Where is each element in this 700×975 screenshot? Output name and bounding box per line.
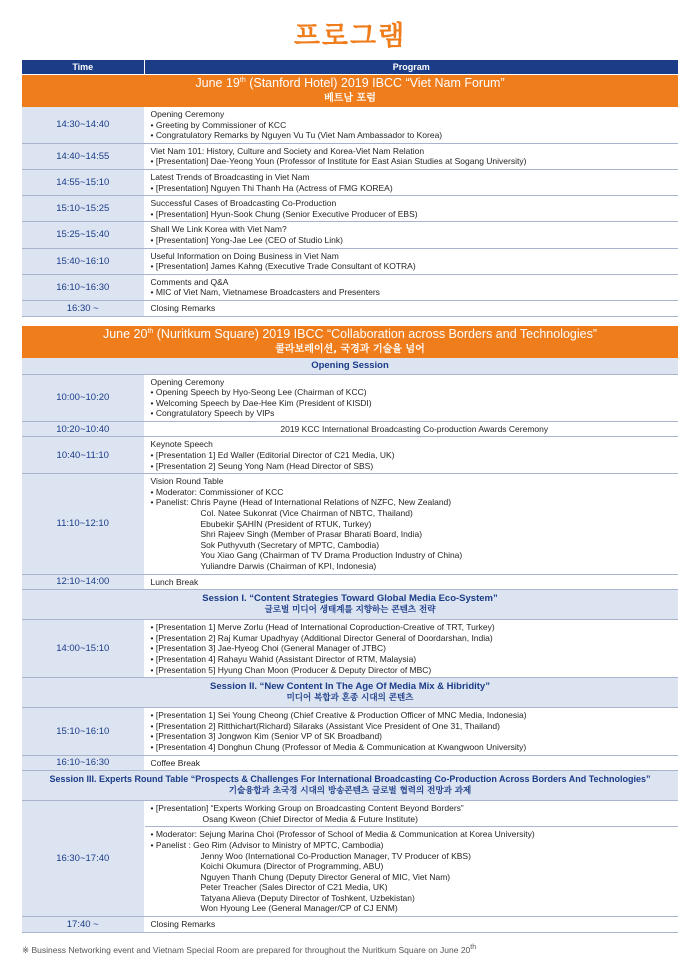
program-line: • Greeting by Commissioner of KCC xyxy=(150,119,287,130)
program-line: • Moderator: Sejung Marina Choi (Professor of School of Media & Communication at Korea University) xyxy=(150,829,535,840)
session-1-title: Session I. “Content Strategies Toward Global Media Eco-System” xyxy=(202,593,498,605)
day2-banner-sup: th xyxy=(147,327,154,335)
program-line: • Panelist: Chris Payne (Head of International Relations of NZFC, New Zealand) xyxy=(150,497,452,508)
time-cell: 15:25~15:40 xyxy=(22,222,144,248)
table-row xyxy=(22,374,678,421)
footnote-text: ※ Business Networking event and Vietnam Special Room are prepared for throughout the Nuritkum Square on June 20 xyxy=(22,945,471,955)
day1-banner-title: (Stanford Hotel) 2019 IBCC “Viet Nam Forum” xyxy=(245,76,505,90)
program-cell xyxy=(144,107,678,143)
program-line: Opening Ceremony xyxy=(150,109,225,119)
program-cell xyxy=(144,248,678,274)
program-line: • MIC of Viet Nam, Vietnamese Broadcasters and Presenters xyxy=(150,287,380,298)
time-cell: 11:10~12:10 xyxy=(22,474,144,574)
program-cell: Closing Remarks xyxy=(144,917,678,933)
footnote-sup: th xyxy=(470,944,477,952)
panelist-line: Peter Treacher (Sales Director of C21 Media, UK) xyxy=(200,882,388,893)
time-cell: 14:55~15:10 xyxy=(22,169,144,195)
day2-banner-subtitle: 콜라보레이션, 국경과 기술을 넘어 xyxy=(275,343,425,355)
panelist-line: You Xiao Gang (Chairman of TV Drama Production Industry of China) xyxy=(200,550,463,561)
table-row xyxy=(22,169,678,195)
table-row xyxy=(22,917,678,933)
program-line: • [Presentation] Dae-Yeong Youn (Professor of Institute for East Asian Studies at Sogang University) xyxy=(150,156,527,167)
program-cell: Coffee Break xyxy=(144,755,678,771)
panelist-line: Yuliandre Darwis (Chairman of KPI, Indonesia) xyxy=(200,561,377,571)
program-cell xyxy=(144,169,678,195)
time-cell: 17:40 ~ xyxy=(22,917,144,933)
program-line: Useful Information on Doing Business in Viet Nam xyxy=(150,250,339,261)
program-cell xyxy=(144,620,678,678)
time-cell: 15:10~16:10 xyxy=(22,708,144,755)
table-row xyxy=(22,755,678,771)
table-row xyxy=(22,222,678,248)
time-cell: 16:10~16:30 xyxy=(22,274,144,300)
program-cell xyxy=(144,708,678,755)
program-cell xyxy=(144,801,678,917)
time-cell: 14:40~14:55 xyxy=(22,143,144,169)
table-header xyxy=(22,60,678,75)
table-row xyxy=(22,107,678,143)
session-3-title: Session III. Experts Round Table “Prospects & Challenges For International Broadcasting Co-Production Across Borders And Technologies” xyxy=(49,774,651,785)
table-row xyxy=(22,474,678,574)
session-3-subtitle: 기술융합과 초국경 시대의 방송콘텐츠 글로벌 협력의 전망과 과제 xyxy=(228,785,472,796)
program-line: • Welcoming Speech by Dae-Hee Kim (President of KISDI) xyxy=(150,397,372,408)
day2-banner-date: June 20 xyxy=(102,326,148,341)
program-cell xyxy=(144,437,678,474)
program-line: Comments and Q&A xyxy=(150,276,229,287)
panelist-line: Tatyana Alieva (Deputy Director of Toshkent, Uzbekistan) xyxy=(200,892,415,903)
time-cell: 15:40~16:10 xyxy=(22,248,144,274)
program-column-header: Program xyxy=(144,60,678,75)
table-row xyxy=(22,437,678,474)
program-line: • Opening Speech by Hyo-Seong Lee (Chairman of KCC) xyxy=(150,387,367,398)
program-cell xyxy=(144,300,678,316)
panelist-line: Koichi Okumura (Director of Programming, ABU) xyxy=(200,861,384,872)
program-line: • Moderator: Commissioner of KCC xyxy=(150,486,284,497)
time-cell: 15:10~15:25 xyxy=(22,196,144,222)
program-line: Vision Round Table xyxy=(150,476,224,487)
day1-rows xyxy=(22,107,678,316)
table-row xyxy=(22,708,678,755)
table-row xyxy=(22,248,678,274)
day1-banner-sup: th xyxy=(239,76,246,84)
program-cell: 2019 KCC International Broadcasting Co-production Awards Ceremony xyxy=(144,421,678,437)
program-cell: Lunch Break xyxy=(144,574,678,590)
program-line: • [Presentation 2] Seung Yong Nam (Head Director of SBS) xyxy=(150,460,374,471)
program-line: • [Presentation] Hyun-Sook Chung (Senior Executive Producer of EBS) xyxy=(150,208,418,219)
program-cell xyxy=(144,222,678,248)
program-line: • [Presentation] Yong-Jae Lee (CEO of Studio Link) xyxy=(150,234,343,245)
panelist-line: Won Hyoung Lee (General Manager/CP of CJ ENM) xyxy=(200,903,398,914)
program-line: Shall We Link Korea with Viet Nam? xyxy=(150,224,287,235)
time-cell: 10:00~10:20 xyxy=(22,374,144,421)
page-title: 프로그램 xyxy=(293,21,407,52)
program-cell xyxy=(144,474,678,574)
program-line: Viet Nam 101: History, Culture and Society and Korea-Viet Nam Relation xyxy=(150,145,425,156)
session-2-header xyxy=(22,678,678,708)
program-cell xyxy=(144,196,678,222)
program-line: Closing Remarks xyxy=(150,302,216,313)
panelist-line: Jenny Woo (International Co-Production Manager, TV Producer of KBS) xyxy=(200,850,471,861)
panelist-line: Sok Puthyvuth (Secretary of MPTC, Cambodia) xyxy=(200,539,380,550)
time-cell: 16:30 ~ xyxy=(22,300,144,316)
table-row xyxy=(22,300,678,316)
program-line: • [Presentation 4] Rahayu Wahid (Assistant Director of RTM, Malaysia) xyxy=(150,653,417,664)
program-line: Latest Trends of Broadcasting in Viet Nam xyxy=(150,171,310,182)
program-line: • [Presentation] James Kahng (Executive Trade Consultant of KOTRA) xyxy=(150,261,416,272)
day2-banner xyxy=(22,325,678,358)
program-line: • [Presentation 1] Merve Zorlu (Head of International Coproduction-Creative of TRT, Turkey) xyxy=(150,622,495,633)
program-line: • [Presentation 5] Hyung Chan Moon (Producer & Deputy Director of MBC) xyxy=(150,664,432,675)
program-line: Successful Cases of Broadcasting Co-Production xyxy=(150,198,337,209)
session-1-header xyxy=(22,590,678,620)
program-line: • [Presentation 3] Jae-Hyeog Choi (General Manager of JTBC) xyxy=(150,643,386,654)
program-line: • [Presentation] Nguyen Thi Thanh Ha (Actress of FMG KOREA) xyxy=(150,182,393,193)
day2-banner-title: (Nuritkum Square) 2019 IBCC “Collaboration across Borders and Technologies” xyxy=(153,326,598,341)
table-row xyxy=(22,196,678,222)
table-row xyxy=(22,620,678,678)
session-3-header xyxy=(22,771,678,801)
program-line: • [Presentation 3] Jongwon Kim (Senior VP of SK Broadband) xyxy=(150,731,383,742)
panelist-line: Ebubekir ŞAHİN (President of RTUK, Turkey) xyxy=(200,518,372,529)
program-line: Opening Ceremony xyxy=(150,376,225,387)
program-line: • [Presentation] “Experts Working Group on Broadcasting Content Beyond Borders” xyxy=(150,803,464,814)
program-line: Keynote Speech xyxy=(150,439,213,450)
program-line: • [Presentation 4] Donghun Chung (Professor of Media & Communication at Kwangwoon University) xyxy=(150,741,527,752)
program-line: Osang Kweon (Chief Director of Media & Future Institute) xyxy=(202,813,418,824)
day1-banner-date: June 19 xyxy=(195,76,240,90)
program-line: • [Presentation 2] Ritthichart(Richard) Silaraks (Assistant Vice President of One 31, Thailand) xyxy=(150,720,500,731)
program-line: • Panelist : Geo Rim (Advisor to Ministry of MPTC, Cambodia) xyxy=(150,839,384,850)
day1-banner xyxy=(22,75,678,108)
table-row xyxy=(22,574,678,590)
time-cell: 14:30~14:40 xyxy=(22,107,144,143)
table-row xyxy=(22,801,678,917)
time-cell: 10:40~11:10 xyxy=(22,437,144,474)
program-line: • Congratulatory Speech by VIPs xyxy=(150,408,275,419)
session-2-subtitle: 미디어 복합과 혼종 시대의 콘텐츠 xyxy=(286,692,414,703)
opening-session-row xyxy=(22,358,678,375)
program-table xyxy=(22,60,678,933)
opening-session-label: Opening Session xyxy=(22,358,678,375)
time-cell: 10:20~10:40 xyxy=(22,421,144,437)
program-cell xyxy=(144,143,678,169)
time-cell: 16:30~17:40 xyxy=(22,801,144,917)
panelist-line: Nguyen Thanh Chung (Deputy Director General of MIC, Viet Nam) xyxy=(200,871,451,882)
program-line: • [Presentation 1] Ed Waller (Editorial Director of C21 Media, UK) xyxy=(150,450,395,461)
time-column-header: Time xyxy=(22,60,144,75)
program-line: • [Presentation 1] Sei Young Cheong (Chief Creative & Production Officer of MNC Media, Indonesia) xyxy=(150,710,527,721)
session-1-subtitle: 글로벌 미디어 생태계를 지향하는 콘텐츠 전략 xyxy=(264,604,436,615)
table-row xyxy=(22,274,678,300)
program-line: • [Presentation 2] Raj Kumar Upadhyay (Additional Director General of Doordarshan, India) xyxy=(150,632,493,643)
table-row xyxy=(22,421,678,437)
footnote xyxy=(22,945,476,956)
panelist-line: Col. Natee Sukonrat (Vice Chairman of NBTC, Thailand) xyxy=(200,508,413,519)
session-2-title: Session II. “New Content In The Age Of Media Mix & Hibridity” xyxy=(210,681,490,693)
time-cell: 16:10~16:30 xyxy=(22,755,144,771)
panelist-line: Shri Rajeev Singh (Member of Prasar Bharati Board, India) xyxy=(200,529,423,540)
program-line: • Congratulatory Remarks by Nguyen Vu Tu (Viet Nam Ambassador to Korea) xyxy=(150,130,443,141)
time-cell: 14:00~15:10 xyxy=(22,620,144,678)
time-cell: 12:10~14:00 xyxy=(22,574,144,590)
program-cell xyxy=(144,274,678,300)
table-row xyxy=(22,143,678,169)
day1-banner-subtitle: 베트남 포럼 xyxy=(324,93,376,104)
program-cell xyxy=(144,374,678,421)
